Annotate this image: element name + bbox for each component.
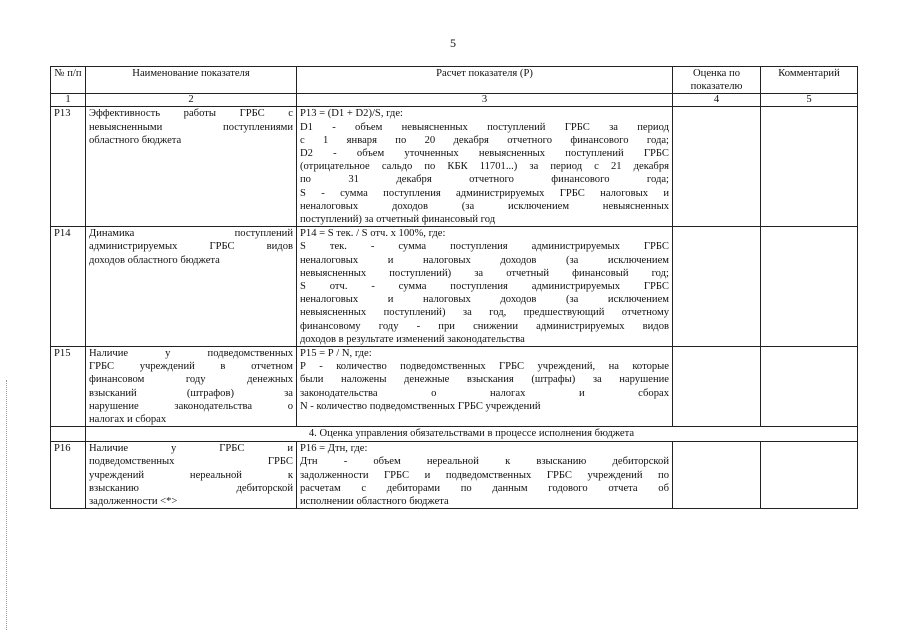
indicator-calculation: [297, 442, 673, 509]
col-number: 5: [761, 94, 858, 107]
score-cell: [673, 442, 761, 509]
indicator-name-line: администрируемых ГРБС видов: [89, 241, 293, 253]
calculation-line: законодательства о налогах и сборах: [300, 387, 669, 399]
calculation-line: Р - количество подведомственных ГРБС учреждений, на которые: [300, 361, 669, 373]
table-row: [51, 442, 858, 509]
comment-cell: [761, 347, 858, 427]
indicator-name-line: Наличие у подведомственных: [89, 348, 293, 360]
calculation-line: невыясненных поступлений) за отчетный финансовый год;: [300, 267, 669, 279]
comment-cell: [761, 442, 858, 509]
section-title: 4. Оценка управления обязательствами в процессе исполнения бюджета: [86, 427, 858, 442]
score-cell: [673, 347, 761, 427]
indicator-name-line: подведомственных ГРБС: [89, 456, 293, 468]
score-cell: [673, 107, 761, 227]
indicator-code: Р13: [51, 107, 86, 227]
calculation-line: расчетам с дебиторами по данным годового отчета об: [300, 482, 669, 494]
header-name: Наименование показателя: [86, 67, 297, 94]
calculation-line: (отрицательное сальдо по КБК 11701...) за период с 21 декабря: [300, 161, 669, 173]
table-row: [51, 347, 858, 427]
table-row: [51, 227, 858, 347]
calculation-line: Р16 = Дтн, где:: [300, 443, 368, 455]
indicator-name: [86, 442, 297, 509]
score-cell: [673, 227, 761, 347]
calculation-line: с 1 января по 20 декабря отчетного финансового года;: [300, 134, 669, 146]
section-row: [51, 427, 858, 442]
indicator-name-line: ГРБС учреждений в отчетном: [89, 361, 293, 373]
indicator-name-line: Динамика поступлений: [89, 228, 293, 240]
page-number: 5: [450, 36, 456, 50]
calculation-line: задолженности ГРБС и подведомственных ГРБС учреждений по: [300, 469, 669, 481]
calculation-line: D1 - объем невыясненных поступлений ГРБС за период: [300, 121, 669, 133]
indicator-name: [86, 227, 297, 347]
calculation-line: Дтн - объем нереальной к взысканию дебиторской: [300, 456, 669, 468]
indicator-name-line: учреждений нереальной к: [89, 469, 293, 481]
header-num: № п/п: [51, 67, 86, 94]
calculation-line: S тек. - сумма поступления администрируемых ГРБС: [300, 241, 669, 253]
calculation-line: невыясненных поступлений) за год, предшествующий отчетному: [300, 307, 669, 319]
indicator-name-line: невыясненными поступлениями: [89, 121, 293, 133]
indicator-name-line: областного бюджета: [89, 134, 182, 146]
col-number: 2: [86, 94, 297, 107]
section-spacer: [51, 427, 86, 442]
header-comment: Комментарий: [761, 67, 858, 94]
indicator-name-line: нарушение законодательства о: [89, 400, 293, 412]
calculation-line: по 31 декабря отчетного финансового года;: [300, 174, 669, 186]
indicator-name: [86, 107, 297, 227]
comment-cell: [761, 107, 858, 227]
calculation-line: Р15 = Р / N, где:: [300, 348, 372, 360]
indicator-code: Р15: [51, 347, 86, 427]
calculation-line: неналоговых и налоговых доходов (за исключением: [300, 294, 669, 306]
header-calc: Расчет показателя (Р): [297, 67, 673, 94]
table-header-row: [51, 67, 858, 94]
column-numbers-row: [51, 94, 858, 107]
header-score: Оценка по показателю: [673, 67, 761, 94]
indicator-code: Р16: [51, 442, 86, 509]
binding-margin-marks: [6, 380, 13, 630]
calculation-line: N - количество подведомственных ГРБС учреждений: [300, 400, 541, 412]
calculation-line: неналоговых доходов (за исключением невыясненных: [300, 200, 669, 212]
calculation-line: доходов в результате изменений законодательства: [300, 333, 525, 345]
calculation-line: S - сумма поступления администрируемых ГРБС налоговых и: [300, 187, 669, 199]
indicator-calculation: [297, 107, 673, 227]
col-number: 1: [51, 94, 86, 107]
col-number: 3: [297, 94, 673, 107]
calculation-line: D2 - объем уточненных невыясненных поступлений ГРБС: [300, 148, 669, 160]
comment-cell: [761, 227, 858, 347]
indicator-name-line: взысканий (штрафов) за: [89, 387, 293, 399]
calculation-line: были наложены денежные взыскания (штрафы) за нарушение: [300, 374, 669, 386]
calculation-line: исполнении областного бюджета: [300, 496, 449, 508]
indicator-calculation: [297, 227, 673, 347]
indicator-name: [86, 347, 297, 427]
indicator-name-line: финансовом году денежных: [89, 374, 293, 386]
indicator-name-line: Эффективность работы ГРБС с: [89, 108, 293, 120]
indicator-name-line: Наличие у ГРБС и: [89, 443, 293, 455]
table-row: [51, 107, 858, 227]
col-number: 4: [673, 94, 761, 107]
calculation-line: Р14 = S тек. / S отч. x 100%, где:: [300, 228, 446, 240]
indicator-calculation: [297, 347, 673, 427]
indicator-code: Р14: [51, 227, 86, 347]
calculation-line: поступлений) за отчетный финансовый год: [300, 214, 496, 226]
indicator-name-line: взысканию дебиторской: [89, 482, 293, 494]
calculation-line: финансовому году - при снижении администрируемых видов: [300, 320, 669, 332]
indicators-table: [50, 66, 858, 509]
calculation-line: Р13 = (D1 + D2)/S, где:: [300, 108, 403, 120]
calculation-line: неналоговых и налоговых доходов (за исключением: [300, 254, 669, 266]
indicator-name-line: доходов областного бюджета: [89, 254, 220, 266]
indicator-name-line: налогах и сборах: [89, 414, 167, 426]
calculation-line: S отч. - сумма поступления администрируемых ГРБС: [300, 281, 669, 293]
indicator-name-line: задолженности <*>: [89, 496, 178, 508]
